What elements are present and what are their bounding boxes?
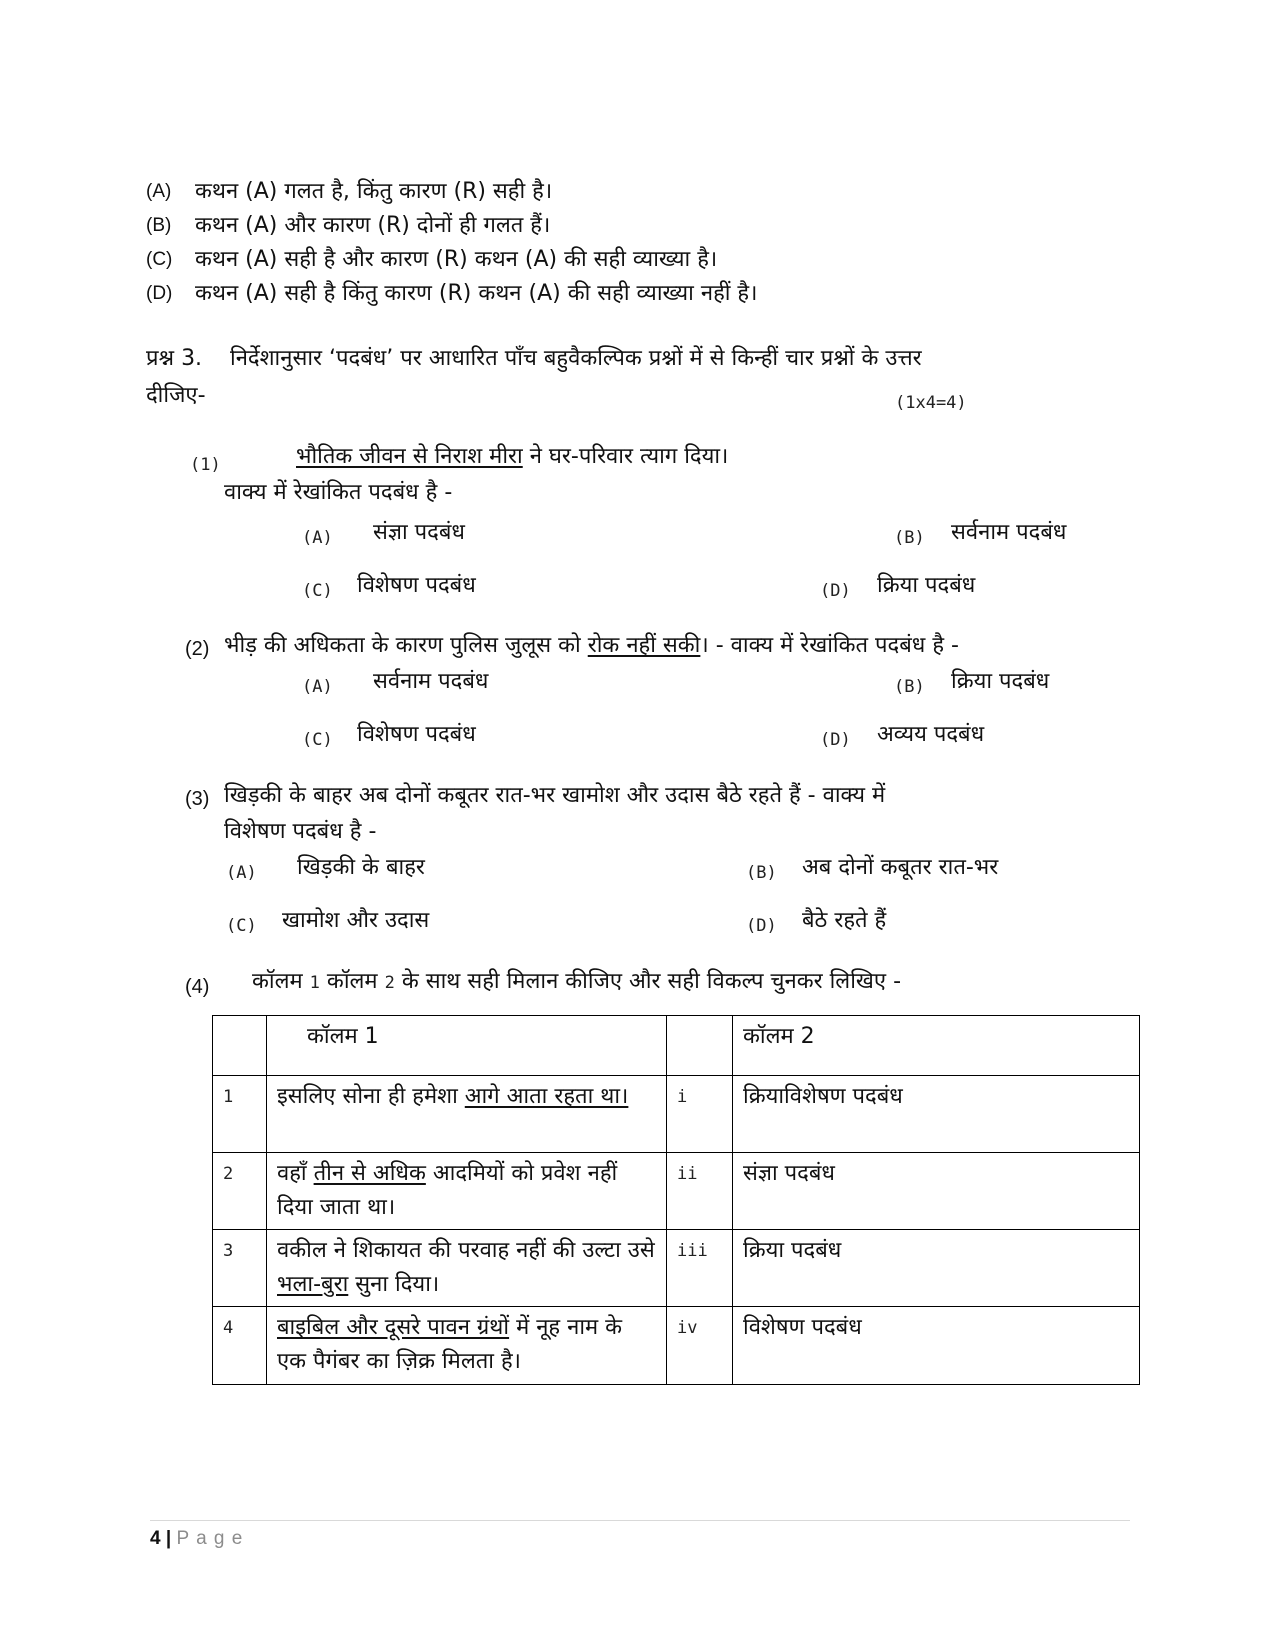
table-cell xyxy=(667,1016,733,1076)
choice-label: (D) xyxy=(820,581,851,601)
question-3-prefix: प्रश्न 3. xyxy=(146,346,203,371)
table-cell xyxy=(213,1016,267,1076)
choice-label: (C) xyxy=(302,581,333,601)
choice-label: (C) xyxy=(302,730,333,750)
choice-text: खामोश और उदास xyxy=(282,908,430,933)
sub-question-prompt: वाक्य में रेखांकित पदबंध है - xyxy=(224,480,453,505)
option-a-text: कथन (A) गलत है, किंतु कारण (R) सही है। xyxy=(195,179,553,204)
choice-label: (A) xyxy=(302,528,333,548)
choice-text: क्रिया पदबंध xyxy=(951,669,1050,694)
column-2-cell: विशेषण पदबंध xyxy=(733,1307,1140,1384)
sub-question-number: (1) xyxy=(190,455,221,475)
page-label: P a g e xyxy=(176,1528,244,1549)
table-row xyxy=(213,1153,1140,1230)
page-number: 4 xyxy=(150,1528,161,1549)
question-3-text-line2: दीजिए- xyxy=(146,383,206,408)
choice-label: (D) xyxy=(820,730,851,750)
sub-question-number: (4) xyxy=(185,976,210,998)
footer-separator: | xyxy=(165,1528,172,1549)
sub-question-sentence: भीड़ की अधिकता के कारण पुलिस जुलूस को रोक नहीं सकी। - वाक्य में रेखांकित पदबंध है - xyxy=(224,633,959,658)
choice-label: (B) xyxy=(894,528,925,548)
marks-label: (1x4=4) xyxy=(895,393,967,413)
choice-text: अब दोनों कबूतर रात-भर xyxy=(802,855,999,880)
option-c-label: (C) xyxy=(146,249,173,270)
choice-label: (C) xyxy=(226,916,257,936)
sub-question-number: (2) xyxy=(185,638,210,660)
option-c-text: कथन (A) सही है और कारण (R) कथन (A) की सही व्याख्या है। xyxy=(195,247,718,272)
choice-label: (D) xyxy=(746,916,777,936)
choice-text: खिड़की के बाहर xyxy=(297,855,425,880)
roman-numeral: iii xyxy=(667,1230,733,1307)
choice-text: संज्ञा पदबंध xyxy=(373,520,465,545)
column-1-cell: बाइबिल और दूसरे पावन ग्रंथों में नूह नाम के एक पैगंबर का ज़िक्र मिलता है। xyxy=(267,1307,667,1384)
row-number: 4 xyxy=(213,1307,267,1384)
choice-label: (A) xyxy=(302,677,333,697)
column-1-cell: वकील ने शिकायत की परवाह नहीं की उल्टा उसे भला-बुरा सुना दिया। xyxy=(267,1230,667,1307)
choice-text: सर्वनाम पदबंध xyxy=(373,669,489,694)
row-number: 3 xyxy=(213,1230,267,1307)
option-b-label: (B) xyxy=(146,215,172,236)
choice-label: (B) xyxy=(894,677,925,697)
footer-divider xyxy=(150,1520,1130,1521)
underlined-phrase: रोक नहीं सकी xyxy=(587,633,701,658)
roman-numeral: iv xyxy=(667,1307,733,1384)
page-footer xyxy=(150,1528,243,1551)
choice-text: विशेषण पदबंध xyxy=(357,573,476,598)
choice-text: बैठे रहते हैं xyxy=(802,908,887,933)
sub-question-sentence: भौतिक जीवन से निराश मीरा ने घर-परिवार त्याग दिया। xyxy=(296,444,729,469)
table-header-row xyxy=(213,1016,1140,1076)
sub-question-prompt: विशेषण पदबंध है - xyxy=(224,819,377,844)
row-number: 1 xyxy=(213,1076,267,1153)
choice-text: सर्वनाम पदबंध xyxy=(951,520,1067,545)
table-row xyxy=(213,1230,1140,1307)
column-2-header: कॉलम 2 xyxy=(733,1016,1140,1076)
table-row xyxy=(213,1307,1140,1384)
sub-question-sentence: खिड़की के बाहर अब दोनों कबूतर रात-भर खामोश और उदास बैठे रहते हैं - वाक्य में xyxy=(224,783,886,808)
column-2-cell: क्रिया पदबंध xyxy=(733,1230,1140,1307)
column-2-cell: संज्ञा पदबंध xyxy=(733,1153,1140,1230)
roman-numeral: ii xyxy=(667,1153,733,1230)
column-1-header: कॉलम 1 xyxy=(267,1016,667,1076)
column-1-cell: वहाँ तीन से अधिक आदमियों को प्रवेश नहीं दिया जाता था। xyxy=(267,1153,667,1230)
matching-table xyxy=(212,1015,1140,1385)
column-2-cell: क्रियाविशेषण पदबंध xyxy=(733,1076,1140,1153)
choice-text: विशेषण पदबंध xyxy=(357,722,476,747)
underlined-phrase: भौतिक जीवन से निराश मीरा xyxy=(296,444,523,469)
choice-label: (A) xyxy=(226,863,257,883)
option-b-text: कथन (A) और कारण (R) दोनों ही गलत हैं। xyxy=(195,213,551,238)
sub-question-number: (3) xyxy=(185,788,210,810)
sub-question-sentence: कॉलम 1 कॉलम 2 के साथ सही मिलान कीजिए और सही विकल्प चुनकर लिखिए - xyxy=(252,969,902,994)
option-d-text: कथन (A) सही है किंतु कारण (R) कथन (A) की सही व्याख्या नहीं है। xyxy=(195,281,758,306)
option-d-label: (D) xyxy=(146,283,173,304)
choice-label: (B) xyxy=(746,863,777,883)
roman-numeral: i xyxy=(667,1076,733,1153)
choice-text: अव्यय पदबंध xyxy=(877,722,985,747)
choice-text: क्रिया पदबंध xyxy=(877,573,976,598)
option-a-label: (A) xyxy=(146,181,172,202)
row-number: 2 xyxy=(213,1153,267,1230)
column-1-cell: इसलिए सोना ही हमेशा आगे आता रहता था। xyxy=(267,1076,667,1153)
question-3-text: निर्देशानुसार ‘पदबंध’ पर आधारित पाँच बहुवैकल्पिक प्रश्नों में से किन्हीं चार प्रश्नों के उत्तर xyxy=(230,346,922,371)
table-row xyxy=(213,1076,1140,1153)
